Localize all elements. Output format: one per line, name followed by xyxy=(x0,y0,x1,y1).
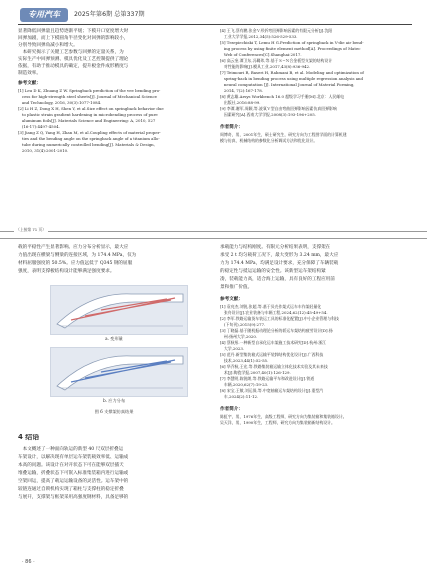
page-header xyxy=(12,8,412,24)
reference-line: [4] 蔡秋彤.一种新型自承化运车架施工技术研究[D].杭州:浙江 xyxy=(220,340,327,345)
reference-line: [7] 李慧明,陈锐朗,等.铁路运输平车和改进设计[J].铁道 xyxy=(220,376,315,381)
reference-line: 车辆,2020,62(7):19-23. xyxy=(220,382,269,387)
text-line: 力值出现在横梁与侧梁的连接区域，为 174.4 MPa，仅为 xyxy=(18,253,137,258)
reference-line: [2] 李军.铁路运输货车装运工具的标准化配置[J].中小企业管理与科技 xyxy=(220,316,339,321)
reference-line: (16-17):4497-4504. xyxy=(18,124,60,129)
reference-line: [8] 黄志雄.Arsys Workbench 16.0 超级学习手册[M].北京：人民邮电 xyxy=(220,94,345,99)
references-title: 参考文献： xyxy=(220,297,243,302)
reference-line: [7] Teimouri R, Baseri H, Rahmani B, et al. Modeling and optimization of xyxy=(220,70,364,75)
author-line: 陈虹宇，男，1976年生，高级工程师，研究方向为集装箱和集装箱设计。 xyxy=(220,414,347,419)
reference-line: 术[J].陶瓷学报,2007,40(1):126-129. xyxy=(220,370,291,375)
reference-line: [6] 高云奎,谭卫东,冯璐玮,等.基于Ｓ−Ｎ合金板型支架的结构设计 xyxy=(220,58,333,63)
reference-line: to plastic strain gradient hardening in microbending process of pure xyxy=(18,112,158,117)
reference-line: neural computation [J]. International Journal of Material Forming, xyxy=(220,82,355,87)
text-line: 强度，表明支撑板结构设计能够满足强度要求。 xyxy=(18,269,115,274)
text-line: 承载能力与结构刚度。有限元分析结果表明，支撑架在 xyxy=(220,245,331,250)
reference-line: 张舟设计[J].农业装备与车辆工程,2024,62(12):45-49+54. xyxy=(220,310,328,315)
text-line: 的稳定性与抵运运输的安全性。该新型运车架结构紧 xyxy=(220,269,326,274)
reference-line: [3] Jiang Z Q, Yang H, Zhan M, et al.Coupling effects of material proper- xyxy=(18,130,161,135)
author-title: 作者简介： xyxy=(220,125,243,130)
reference-line: [1] Leu D K, Zhuang Z W. Springback prediction of the vee bending pro- xyxy=(18,88,161,93)
text-line: 空架回运，提高了载运运输设备的灵活性。运车架中的 xyxy=(18,479,129,484)
author-title: 作者简介： xyxy=(220,407,243,412)
reference-line: 工业大学学报,2012,34(5):526-529-533. xyxy=(220,34,298,39)
reference-line: [5] 范丹.新型集装箱式运输平装卸结构优化设计[J].广西科技 xyxy=(220,352,324,357)
text-line: 显著降低回弹量且趋势逐渐平缓；下模开口宽度增大时 xyxy=(18,29,129,34)
header-rule xyxy=(18,24,412,25)
reference-line: [2] Li H Z, Dong X H, Shen Y, et al.Size effect on springback behavior due xyxy=(18,106,164,111)
text-line: 堆叠运输，折叠状态下可嵌入标准集装箱内进行运输或 xyxy=(18,471,129,476)
journal-logo: 专用汽车 xyxy=(20,8,68,22)
figure-caption: 图 6 支撑架仿真结果 xyxy=(94,409,134,414)
text-line: 车架设计，以解决现有单层运车架装载效率低、运输成 xyxy=(18,455,129,460)
reference-line: aluminum foils[J]. Materials Science and Engineering: A, 2010, 527 xyxy=(18,118,156,123)
reference-line: 大学,2023. xyxy=(220,346,245,351)
deformation-frame-shape xyxy=(51,286,187,334)
text-line: 制造效率。 xyxy=(18,71,41,76)
text-line: 实际生产中回弹预测、模具优化及工艺控制提供了理论 xyxy=(18,57,129,62)
reference-line: [3] 丁晓磊.基于随机振动理论分析的轿运车架结构疲劳设计[D].扬 xyxy=(220,328,333,333)
author-line: 吴天洋，男，1990年生，工程师，研究方向为集装箱新结构设计。 xyxy=(220,420,335,425)
reference-line: 技术,2023,44(1):52-55. xyxy=(220,358,269,363)
reference-line: ties and the bending angle on the springback angle of a titanium allo- xyxy=(18,136,160,141)
issue-info: 2025年第6期 总第337期 xyxy=(74,11,145,18)
text-line: 景和推广价值。 xyxy=(220,285,253,290)
text-line: 与展开，支撑架与框架采用高强度钢材料，具备足够的 xyxy=(18,495,129,500)
reference-line: cess for high-strength steel sheets[J]. Journal of Mechanical Science xyxy=(18,94,157,99)
text-line: 材料屈服强度的 50.5%。应力值远低于 Q345 钢的屈服 xyxy=(18,261,133,266)
text-line: 本高的问题。该设计在对开状态下可在能够双层插天 xyxy=(18,463,124,468)
continuation-note: （上接第 71 页） xyxy=(16,227,47,232)
reference-line: 车,2024(2):11-12. xyxy=(220,394,259,399)
reference-line: [9] 李谭,谢军,周颖,等.液氧Ｖ型自由弯曲回弹影响因素仿真回弹影响 xyxy=(220,106,337,111)
stress-frame-shape xyxy=(51,348,187,396)
reference-line: (下旬刊),2015(9):277. xyxy=(220,322,266,327)
references-title: 参考文献： xyxy=(18,81,41,86)
reference-line: tube during numerically controlled bending[J]. Materials & Design, xyxy=(18,142,155,147)
reference-line: and Technology, 2016, 30(3):1077-1084. xyxy=(18,100,102,105)
text-line: 本研究揭示了关键工艺参数与回弹的定量关系，为 xyxy=(18,50,124,55)
text-line: 力为 174.4 MPa，均满足设计要求，充分保障了车辆装载 xyxy=(220,261,339,266)
reference-line: 出版社,2016:88-99. xyxy=(220,100,261,105)
text-line: 本文概述了一种面向轨运的新型 40 尺双层折叠运 xyxy=(18,447,124,452)
reference-line: [4] 王飞,蔡有鹏,张金Ｖ形折弯回弹影响因素的有限元分析[J].沈阳 xyxy=(220,28,333,33)
text-line: 回弹加剧，而上下模圆角半径变化对回弹的影响较小， xyxy=(18,36,129,41)
author-line: 模与仿真，机械结构的参数化分析调试方法和优化设计。 xyxy=(220,138,318,143)
stress-plot xyxy=(50,347,188,397)
section-heading: 4 结语 xyxy=(18,434,40,441)
text-line: 分别导致回弹角减小和增大。 xyxy=(18,43,78,48)
reference-line: 因素研究[A].西南大学学报,2008(3):193-196+205. xyxy=(220,112,316,117)
author-line: 周博奇，男，2001年生，硕士研究生，研究方向为工程图学面的计算机建 xyxy=(220,132,347,137)
reference-line: 对性能的影响[J].模具工业,2017,43(8):936-942. xyxy=(220,64,311,69)
reference-line: [6] 华乔秋,王宏,等.铁路集装箱运输立体化技术实验及其未来技 xyxy=(220,364,328,369)
text-line: 载的平稳性产生显著影响。应力分布分析显示，最大应 xyxy=(18,245,129,250)
reference-line: 2010, 31(4):2001-2010. xyxy=(18,148,69,153)
text-line: 依据，有助于推动模具的确定，提升板金件成形精度与 xyxy=(18,64,129,69)
reference-line: spring-back in bending process using multiple regression analysis and xyxy=(220,76,364,81)
section-divider xyxy=(0,231,427,239)
reference-line: 州:扬州大学,2020. xyxy=(220,334,258,339)
reference-line: [1] 袁亮杰,刘锐,张超,等.基于贝壳作架式运车车作架轻量化 xyxy=(220,304,322,309)
page-number: · 86 · xyxy=(22,559,35,565)
reference-line: 2014, 7(2):167-178. xyxy=(220,88,263,93)
subfigure-b-caption: b. 应力分布 xyxy=(102,398,126,403)
deformation-plot xyxy=(50,285,188,335)
figure-support-frame xyxy=(16,285,212,425)
text-line: 较链连通过自锁机构实现了箱柱与支撑柱的稳定折叠 xyxy=(18,487,124,492)
reference-line: [8] 宋宝,王敏,刘运保,等.中宽轴箱运车架结构设计[J].重型汽 xyxy=(220,388,324,393)
reference-line: Web of Conferences[C].Shanghai:2017. xyxy=(220,52,302,57)
reference-line: [5] Trzepiechiski T, Lemu H G.Prediction of springback in V-die air bend- xyxy=(220,40,364,45)
text-line: 承受 2 t 均匀载荷工况下，最大变形为 3.24 mm，最大应 xyxy=(220,253,339,258)
subfigure-a-caption: a. 变形量 xyxy=(105,336,123,341)
text-line: 凑，装载能力高，适合海上运输，具有良好的工程应用前 xyxy=(220,277,335,282)
reference-line: ing process by using finite element method[A]. Proceedings of Matec xyxy=(220,46,361,51)
